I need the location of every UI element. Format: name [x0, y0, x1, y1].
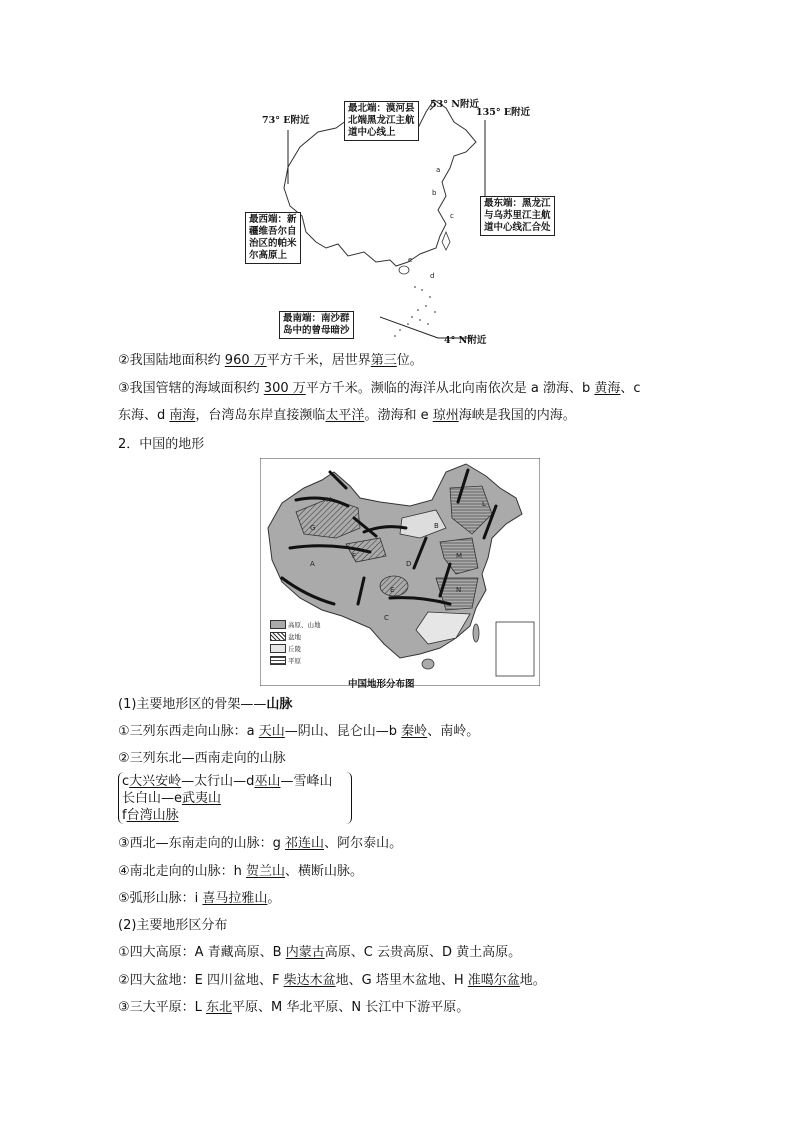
basins-line: ②四大盆地：E 四川盆地、F 柴达木盆地、G 塔里木盆地、H 准噶尔盆地。 — [118, 973, 546, 988]
sea-area-line-2: 东海、d 南海，台湾岛东岸直接濒临太平洋。渤海和 e 琼州海峡是我国的内海。 — [118, 408, 576, 423]
south-latitude-label: 4° N附近 — [444, 335, 487, 346]
svg-text:G: G — [310, 524, 316, 532]
northernmost-box: 最北端：漠河县 北端黑龙江主航 道中心线上 — [344, 101, 419, 141]
ne-sw-mountains-line: ②三列东北—西南走向的山脉 — [118, 751, 286, 766]
legend-plateau-mountain: 高原、山地 — [270, 620, 321, 629]
plateaus-line: ①四大高原：A 青藏高原、B 内蒙古高原、C 云贵高原、D 黄土高原。 — [118, 945, 522, 960]
svg-text:C: C — [384, 614, 389, 622]
svg-text:L: L — [482, 500, 486, 508]
svg-text:N: N — [456, 586, 462, 594]
ew-mountains-line: ①三列东西走向山脉：a 天山—阴山、昆仑山—b 秦岭、南岭。 — [118, 724, 480, 739]
ne-sw-row-3: f台湾山脉 — [122, 808, 179, 823]
easternmost-box: 最东端：黑龙江 与乌苏里江主航 道中心线汇合处 — [480, 196, 555, 236]
svg-text:B: B — [434, 522, 439, 530]
arc-mountains-line: ⑤弧形山脉：i 喜马拉雅山。 — [118, 891, 281, 906]
west-longitude-label: 73° E附近 — [262, 115, 310, 126]
section-2-heading: 2．中国的地形 — [118, 437, 205, 452]
svg-text:M: M — [456, 552, 463, 560]
westernmost-box: 最西端：新 疆维吾尔自 治区的帕米 尔高原上 — [245, 212, 301, 264]
legend-hills: 丘陵 — [270, 644, 301, 653]
letter-d: d — [430, 272, 435, 280]
east-longitude-label: 135° E附近 — [476, 107, 531, 118]
svg-text:A: A — [310, 560, 315, 568]
terrain-map-caption: 中国地形分布图 — [348, 679, 415, 690]
nw-se-mountains-line: ③西北—东南走向的山脉：g 祁连山、阿尔泰山。 — [118, 836, 403, 851]
letter-e: e — [408, 256, 413, 264]
svg-text:H: H — [326, 496, 332, 504]
china-terrain-map — [260, 458, 540, 686]
letter-b: b — [432, 189, 437, 197]
plains-line: ③三大平原：L 东北平原、M 华北平原、N 长江中下游平原。 — [118, 1000, 470, 1015]
legend-basin: 盆地 — [270, 632, 301, 641]
legend-plain: 平原 — [270, 656, 301, 665]
landform-heading: (2)主要地形区分布 — [118, 918, 228, 933]
mountains-heading: (1)主要地形区的骨架——山脉 — [118, 697, 293, 712]
land-area-line: ②我国陆地面积约 960 万平方千米，居世界第三位。 — [118, 353, 423, 368]
ne-sw-row-2: 长白山—e武夷山 — [122, 791, 222, 806]
ns-mountains-line: ④南北走向的山脉：h 贺兰山、横断山脉。 — [118, 864, 364, 879]
svg-text:E: E — [390, 586, 395, 594]
letter-a: a — [436, 166, 441, 174]
sea-area-line: ③我国管辖的海域面积约 300 万平方千米。濒临的海洋从北向南依次是 a 渤海、b 黄海、c — [118, 381, 641, 396]
north-latitude-label: 53° N附近 — [430, 99, 479, 110]
svg-text:D: D — [406, 560, 412, 568]
terrain-map-drawing — [260, 458, 540, 686]
svg-text:F: F — [352, 552, 357, 560]
ne-sw-row-1: c大兴安岭—太行山—d巫山—雪峰山 — [122, 774, 333, 789]
letter-c: c — [450, 212, 454, 220]
southernmost-box: 最南端：南沙群 岛中的曾母暗沙 — [279, 311, 354, 339]
